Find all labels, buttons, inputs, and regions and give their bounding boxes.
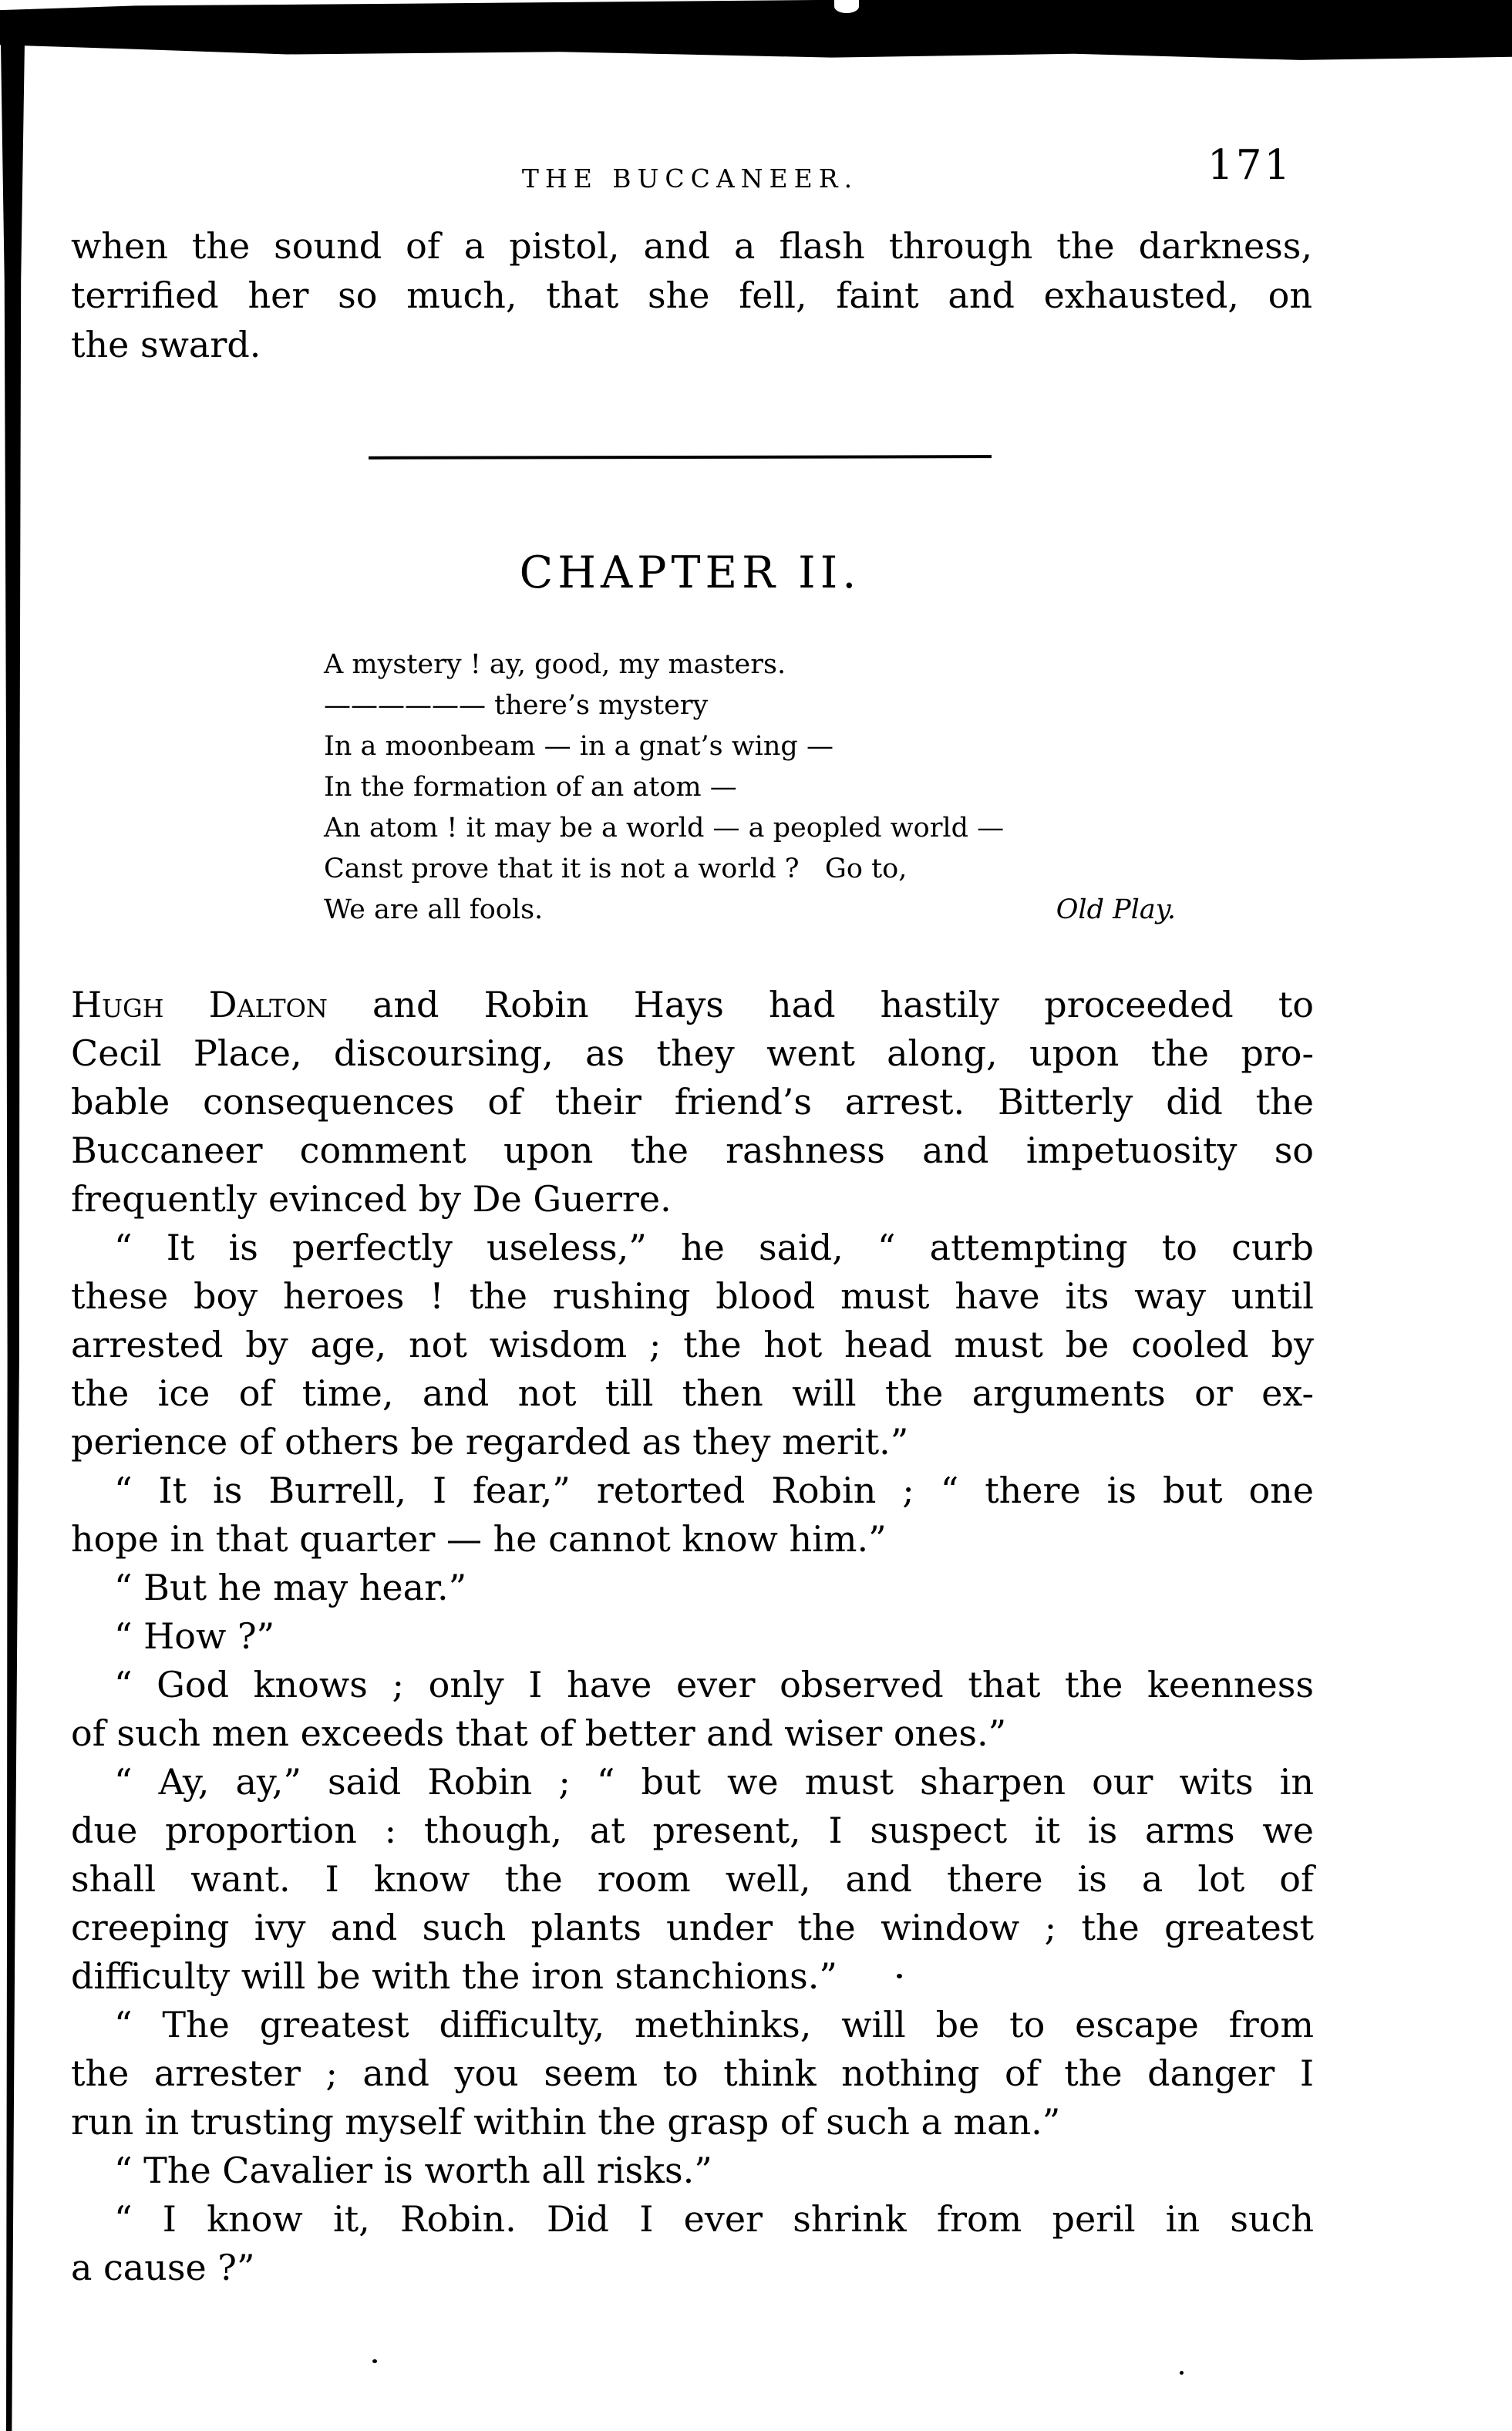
text-line bbox=[71, 1321, 1314, 1369]
text-line bbox=[71, 2098, 1314, 2146]
text-line bbox=[71, 981, 1314, 1029]
text-line bbox=[71, 1078, 1314, 1126]
text-line bbox=[71, 1709, 1314, 1758]
text-line bbox=[71, 1661, 1314, 1709]
epigraph-attribution: Old Play. bbox=[1056, 894, 1176, 925]
line-text: of such men exceeds that of better and wiser ones.” bbox=[71, 1712, 1007, 1754]
line-text: “ It is perfectly useless,” he said, “ attempting to curb bbox=[114, 1227, 1314, 1268]
text-line bbox=[71, 1224, 1314, 1272]
line-text: due proportion : though, at present, I suspect it is arms we bbox=[71, 1810, 1314, 1851]
line-text: arrested by age, not wisdom ; the hot head must be cooled by bbox=[71, 1324, 1314, 1365]
line-text: “ Ay, ay,” said Robin ; “ but we must sharpen our wits in bbox=[114, 1761, 1314, 1803]
text-line bbox=[71, 1418, 1314, 1466]
text-line bbox=[71, 2244, 1314, 2292]
line-text: run in trusting myself within the grasp of such a man.” bbox=[71, 2101, 1061, 2143]
scan-artifact-band-notch bbox=[834, 0, 859, 13]
line-text: terrified her so much, that she fell, faint and exhausted, on bbox=[71, 274, 1312, 316]
line-text: hope in that quarter — he cannot know him.” bbox=[71, 1518, 887, 1560]
scan-artifact-top-band bbox=[0, 0, 1512, 63]
line-text: the sward. bbox=[71, 324, 261, 365]
text-line bbox=[71, 1612, 1314, 1661]
line-text: and Robin Hays had hastily proceeded to bbox=[327, 984, 1314, 1025]
text-line bbox=[71, 1855, 1314, 1904]
epigraph-line: An atom ! it may be a world — a peopled world — bbox=[324, 813, 1005, 843]
text-line bbox=[71, 1272, 1314, 1321]
chapter-heading: CHAPTER II. bbox=[519, 547, 861, 598]
running-header-title: THE BUCCANEER. bbox=[521, 163, 859, 194]
line-text: “ It is Burrell, I fear,” retorted Robin ; “ there is but one bbox=[114, 1470, 1314, 1511]
epigraph-line: In a moonbeam — in a gnat’s wing — bbox=[324, 731, 833, 762]
text-line bbox=[71, 1029, 1314, 1078]
text-line bbox=[71, 2195, 1314, 2244]
body-text bbox=[71, 981, 1314, 2292]
epigraph bbox=[324, 645, 1176, 931]
line-text: the ice of time, and not till then will the arguments or ex- bbox=[71, 1372, 1314, 1414]
line-text: Buccaneer comment upon the rashness and impetuosity so bbox=[71, 1130, 1314, 1171]
text-line bbox=[71, 1466, 1314, 1515]
opening-paragraph bbox=[71, 221, 1312, 369]
line-text: creeping ivy and such plants under the window ; the greatest bbox=[71, 1907, 1314, 1948]
smallcaps-character-name: Hugh Dalton bbox=[71, 984, 328, 1025]
text-line bbox=[71, 1175, 1314, 1224]
text-line bbox=[71, 320, 1312, 369]
page-number: 171 bbox=[1207, 142, 1293, 189]
line-text: “ God knows ; only I have ever observed that the keenness bbox=[114, 1664, 1314, 1705]
line-text: “ How ?” bbox=[114, 1615, 275, 1657]
text-line bbox=[71, 1515, 1314, 1564]
line-text: “ I know it, Robin. Did I ever shrink from peril in such bbox=[114, 2198, 1314, 2240]
epigraph-line: In the formation of an atom — bbox=[324, 772, 737, 803]
text-line bbox=[71, 1806, 1314, 1855]
epigraph-line: Canst prove that it is not a world ? Go to, bbox=[324, 854, 908, 884]
epigraph-closing-line: We are all fools. bbox=[324, 894, 544, 925]
line-text: difficulty will be with the iron stanchions.” bbox=[71, 1955, 837, 1997]
line-text: shall want. I know the room well, and there is a lot of bbox=[71, 1858, 1314, 1900]
scan-speck bbox=[1180, 2371, 1184, 2375]
epigraph-closing-row bbox=[324, 890, 1176, 931]
text-line bbox=[71, 2001, 1314, 2049]
line-text: bable consequences of their friend’s arrest. Bitterly did the bbox=[71, 1081, 1314, 1123]
line-text: when the sound of a pistol, and a flash through the darkness, bbox=[71, 225, 1312, 267]
text-line bbox=[71, 1758, 1314, 1806]
text-line bbox=[71, 2146, 1314, 2195]
text-line bbox=[71, 1952, 1314, 2001]
line-text: frequently evinced by De Guerre. bbox=[71, 1178, 672, 1220]
text-line bbox=[71, 1126, 1314, 1175]
scan-artifact-left-edge bbox=[0, 42, 25, 2431]
text-line bbox=[71, 271, 1312, 320]
line-text: perience of others be regarded as they merit.” bbox=[71, 1421, 909, 1463]
scan-speck bbox=[372, 2359, 377, 2363]
chapter-divider-rule bbox=[369, 455, 992, 460]
line-text: the arrester ; and you seem to think nothing of the danger I bbox=[71, 2052, 1314, 2094]
text-line bbox=[71, 1904, 1314, 1952]
epigraph-line: —————— there’s mystery bbox=[324, 690, 709, 721]
text-line bbox=[71, 221, 1312, 271]
line-text: “ But he may hear.” bbox=[114, 1567, 467, 1608]
text-line bbox=[71, 1369, 1314, 1418]
line-text: a cause ?” bbox=[71, 2247, 255, 2288]
text-line bbox=[71, 1564, 1314, 1612]
line-text: “ The Cavalier is worth all risks.” bbox=[114, 2150, 712, 2191]
line-text: these boy heroes ! the rushing blood must have its way until bbox=[71, 1275, 1314, 1317]
text-line bbox=[71, 2049, 1314, 2098]
line-text: Cecil Place, discoursing, as they went along, upon the pro- bbox=[71, 1032, 1314, 1074]
line-text: “ The greatest difficulty, methinks, will be to escape from bbox=[114, 2004, 1314, 2045]
epigraph-line: A mystery ! ay, good, my masters. bbox=[324, 649, 786, 680]
